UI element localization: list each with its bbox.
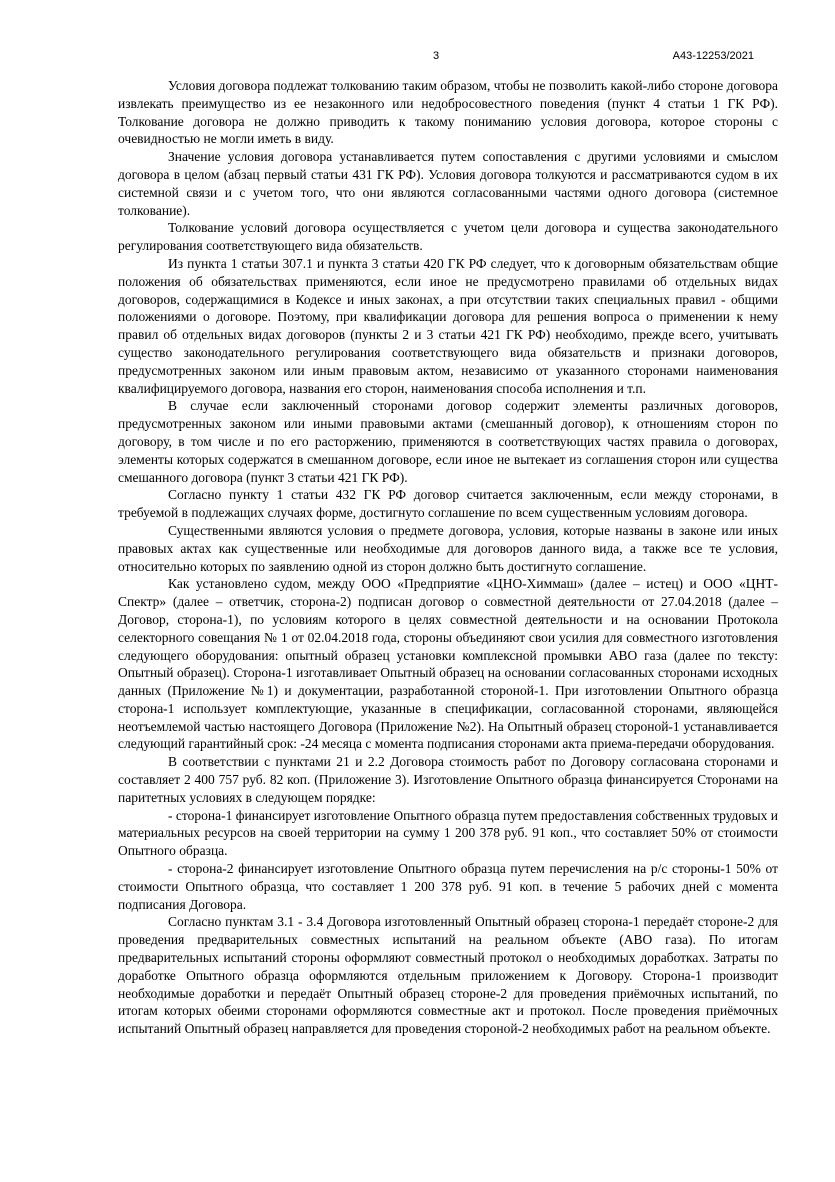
paragraph: Значение условия договора устанавливается путем сопоставления с другими условиями и смыслом договора в целом (абзац первый статьи 431 ГК РФ). Условия договора толкуются и рассматриваются судом в их системной связи и с учетом того, что они являются согласованными частями одного договора (системное толкование). <box>118 149 778 218</box>
paragraph: Существенными являются условия о предмете договора, условия, которые названы в законе или иных правовых актах как существенные или необходимые для договоров данного вида, а также все те условия, относительно которых по заявлению одной из сторон должно быть достигнуто соглашение. <box>118 522 778 574</box>
document-body <box>118 77 778 1038</box>
page-header <box>118 50 754 66</box>
paragraph: - сторона-1 финансирует изготовление Опытного образца путем предоставления собственных трудовых и материальных ресурсов на своей территории на сумму 1 200 378 руб. 91 коп., что составляет 50% от стоимости Опытного образца. <box>118 807 778 859</box>
page-number: 3 <box>432 50 440 62</box>
paragraph: Толкование условий договора осуществляется с учетом цели договора и существа законодательного регулирования соответствующего вида обязательств. <box>118 220 778 254</box>
paragraph: Как установлено судом, между ООО «Предприятие «ЦНО-Химмаш» (далее – истец) и ООО «ЦНТ-Спектр» (далее – ответчик, сторона-2) подписан договор о совместной деятельности от 27.04.2018 (далее – Договор, сторона-1), по условиям которого в целях совместной деятельности и на основании Протокола селекторного совещания № 1 от 02.04.2018 года, стороны объединяют свои усилия для совместного изготовления следующего оборудования: опытный образец установки комплексной промывки АВО газа (далее по тексту: Опытный образец). Сторона-1 изготавливает Опытный образец на основании согласованных сторонами исходных данных (Приложение №1) и документации, разработанной стороной-1. При изготовлении Опытного образца сторона-1 использует комплектующие, указанные в спецификации, согласованной сторонами, являющейся неотъемлемой частью настоящего Договора (Приложение №2). На Опытный образец стороной-1 устанавливается следующий гарантийный срок: -24 месяца с момента подписания сторонами акта приема-передачи оборудования. <box>118 576 778 752</box>
case-number: А43-12253/2021 <box>672 50 754 62</box>
paragraph: Согласно пункту 1 статьи 432 ГК РФ договор считается заключенным, если между сторонами, в требуемой в подлежащих случаях форме, достигнуто соглашение по всем существенным условиям договора. <box>118 487 778 521</box>
paragraph: Из пункта 1 статьи 307.1 и пункта 3 статьи 420 ГК РФ следует, что к договорным обязательствам общие положения об обязательствах применяются, если иное не предусмотрено правилами об отдельных видах договоров, содержащимися в Кодексе и иных законах, а при отсутствии таких специальных правил - общими положениями о договоре. Поэтому, при квалификации договора для решения вопроса о применении к нему правил об отдельных видах договоров (пункты 2 и 3 статьи 421 ГК РФ) необходимо, прежде всего, учитывать существо законодательного регулирования соответствующего вида обязательств и признаки договоров, предусмотренных законом или иным правовым актом, независимо от указанного сторонами наименования квалифицируемого договора, названия его сторон, наименования способа исполнения и т.п. <box>118 255 778 396</box>
paragraph: Условия договора подлежат толкованию таким образом, чтобы не позволить какой-либо стороне договора извлекать преимущество из ее незаконного или недобросовестного поведения (пункт 4 статьи 1 ГК РФ). Толкование договора не должно приводить к такому пониманию условия договора, которое стороны с очевидностью не могли иметь в виду. <box>118 78 778 147</box>
paragraph: В соответствии с пунктами 21 и 2.2 Договора стоимость работ по Договору согласована сторонами и составляет 2 400 757 руб. 82 коп. (Приложение 3). Изготовление Опытного образца финансируется Сторонами на паритетных условиях в следующем порядке: <box>118 754 778 805</box>
paragraph: - сторона-2 финансирует изготовление Опытного образца путем перечисления на р/с стороны-1 50% от стоимости Опытного образца, что составляет 1 200 378 руб. 91 коп. в течение 5 рабочих дней с момента подписания Договора. <box>118 861 778 912</box>
paragraph: В случае если заключенный сторонами договор содержит элементы различных договоров, предусмотренных законом или иными правовыми актами (смешанный договор), к отношениям сторон по договору, в том числе и по его расторжению, применяются в соответствующих частях правила о договорах, элементы которых содержатся в смешанном договоре, если иное не вытекает из соглашения сторон или существа смешанного договора (пункт 3 статьи 421 ГК РФ). <box>118 398 778 485</box>
paragraph: Согласно пунктам 3.1 - 3.4 Договора изготовленный Опытный образец сторона-1 передаёт стороне-2 для проведения предварительных совместных испытаний на реальном объекте (АВО газа). По итогам предварительных испытаний стороны оформляют совместный протокол о необходимых доработках. Затраты по доработке Опытного образца оформляются отдельным приложением к Договору. Сторона-1 производит необходимые доработки и передаёт Опытный образец стороне-2 для проведения приёмочных испытаний, по итогам которых обеими сторонами оформляются совместные акт и протокол. После проведения приёмочных испытаний Опытный образец направляется для проведения стороной-2 необходимых работ на реальном объекте. <box>118 914 778 1037</box>
